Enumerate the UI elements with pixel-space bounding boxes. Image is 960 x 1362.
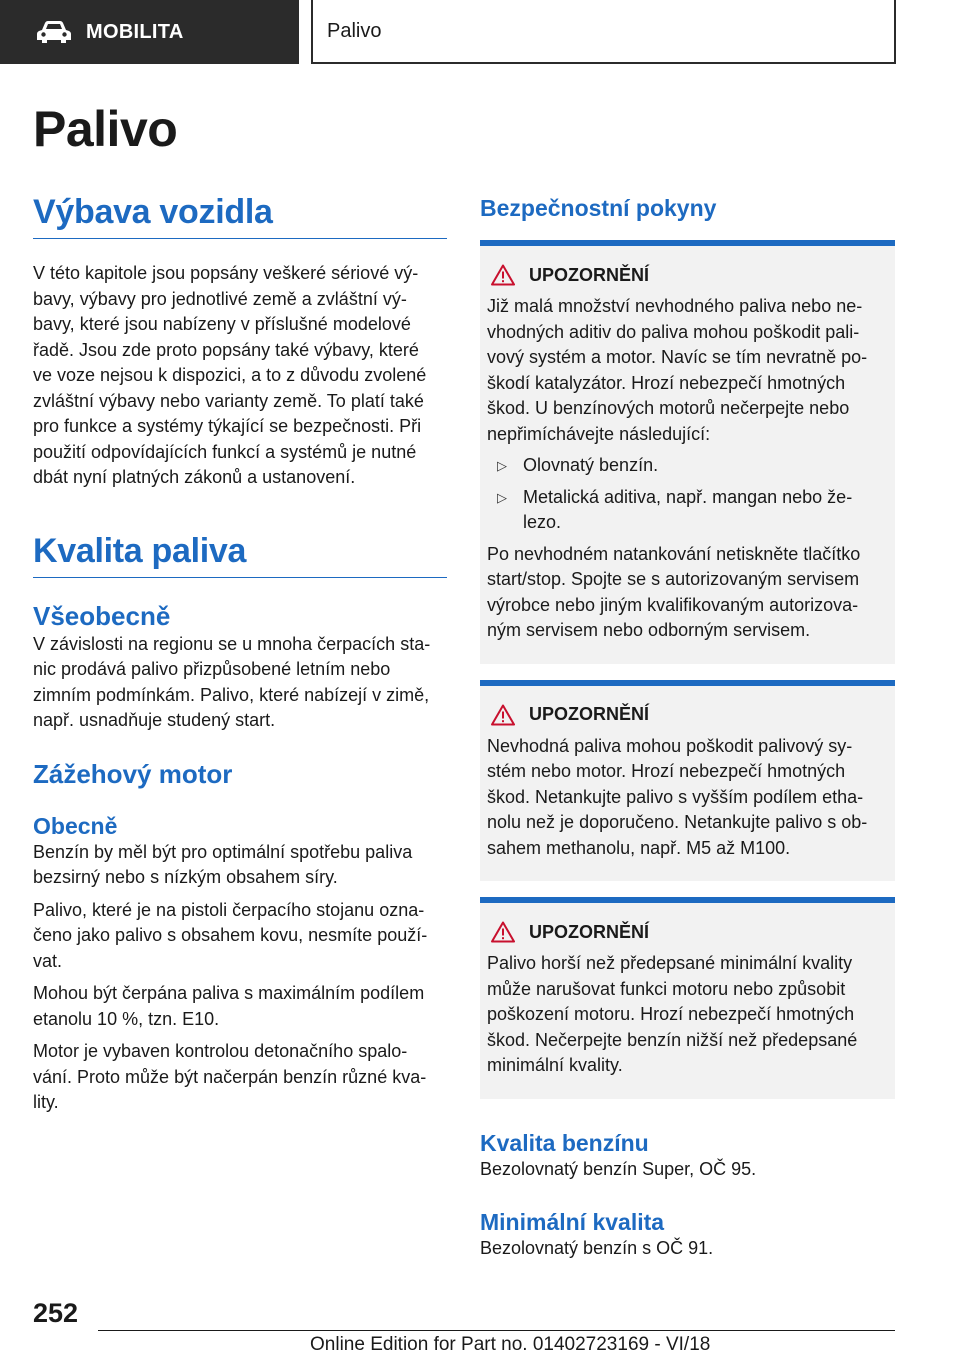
warning-3-paragraph: Palivo horší než předepsané minimální kvality může narušovat funkci motoru nebo způsobit poškození motoru. Hrozí nebezpečí hmotných škod. Nečerpejte benzín nižší než předepsané minimální kvality. [487, 953, 858, 1075]
bullet-triangle-icon: ▷ [497, 489, 507, 505]
page-number: 252 [33, 1298, 79, 1328]
paragraph-minimalni-kvalita: Bezolovnatý benzín s OČ 91. [480, 1238, 714, 1258]
warning-box-3 [480, 897, 895, 1099]
warning-triangle-icon [491, 264, 515, 286]
paragraph-obecne-4: Motor je vybaven kontrolou detonačního spalo- vání. Proto může být načerpán benzín různé kva- lity. [33, 1041, 427, 1112]
heading-vybava-vozidla: Výbava vozidla [33, 190, 447, 239]
warning-label: UPOZORNĚNÍ [529, 704, 650, 724]
paragraph-obecne-1: Benzín by měl být pro optimální spotřebu paliva bezsirný nebo s nízkým obsahem síry. [33, 841, 413, 887]
heading-zazehovy-motor: Zážehový motor [33, 758, 233, 789]
warning-header [487, 921, 887, 943]
page-title: Palivo [33, 101, 178, 157]
heading-kvalita-benzinu: Kvalita benzínu [480, 1129, 649, 1156]
left-column [33, 190, 447, 1116]
paragraph-vybava: V této kapitole jsou popsány veškeré sériové vý- bavy, výbavy pro jednotlivé země a zvláštní vý- bavy, které jsou nabízeny v příslušné modelové řadě. Jsou zde proto popsány také výbavy, které ve voze nejsou k dispozici, a to z důvodu zvolené zvláštní výbavy nebo varianty země. To platí také pro funkce a systémy týkající se bezpečnosti. Při použití odpovídajících funkcí a systémů je nutné dbát nyní platných zákonů a ustanovení. [33, 263, 427, 487]
bullet-triangle-icon: ▷ [497, 458, 507, 473]
heading-bezpecnostni-pokyny: Bezpečnostní pokyny [480, 195, 717, 221]
warning-header [487, 264, 887, 286]
heading-minimalni-kvalita: Minimální kvalita [480, 1209, 665, 1235]
header-section-tab [0, 0, 299, 64]
warning-triangle-icon [491, 921, 515, 943]
chapter-label: Palivo [327, 19, 382, 42]
list-item: ▷ Metalická aditiva, např. mangan nebo že- lezo. [487, 485, 887, 536]
paragraph-kvalita-benzinu: Bezolovnatý benzín Super, OČ 95. [480, 1158, 757, 1179]
heading-kvalita-paliva: Kvalita paliva [33, 529, 447, 578]
paragraph-vseobecne: V závislosti na regionu se u mnoha čerpacích sta- nic prodává palivo přizpůsobené letním nebo zimním podmínkám. Palivo, které nabízejí v zimě, např. usnadňuje studený start. [33, 633, 431, 730]
list-item: ▷ Olovnatý benzín. [487, 453, 887, 479]
warning-label: UPOZORNĚNÍ [529, 264, 650, 285]
section-label: MOBILITA [86, 20, 184, 43]
paragraph-obecne-3: Mohou být čerpána paliva s maximálním podílem etanolu 10 %, tzn. E10. [33, 983, 425, 1029]
warning-header [487, 704, 887, 726]
warning-1-paragraph-2: Po nevhodném natankování netiskněte tlačítko start/stop. Spojte se s autorizovaným servisem výrobce nebo jiným kvalifikovaným autorizova- ným servisem nebo odborným servisem. [487, 543, 861, 640]
footer-divider [98, 1330, 895, 1331]
header-chapter-tab [311, 0, 896, 64]
warning-2-paragraph: Nevhodná paliva mohou poškodit palivový sy- stém nebo motor. Hrozí nebezpečí hmotných škod. Netankujte palivo s vyšším podílem etha- nolu než je doporučeno. Netankujte palivo s ob- sahem methanolu, např. M5 až M100. [487, 735, 868, 858]
heading-vseobecne: Všeobecně [33, 600, 171, 631]
warning-box-1 [480, 240, 895, 664]
paragraph-obecne-2: Palivo, které je na pistoli čerpacího stojanu ozna- čeno jako palivo s obsahem kovu, nesmíte použí- vat. [33, 899, 428, 971]
right-column [480, 190, 895, 1262]
warning-label: UPOZORNĚNÍ [529, 921, 650, 942]
car-icon [36, 20, 72, 44]
warning-triangle-icon [491, 704, 515, 726]
footer-edition: Online Edition for Part no. 01402723169 - VI/18 [310, 1334, 711, 1355]
heading-obecne: Obecně [33, 812, 118, 839]
warning-box-2 [480, 680, 895, 882]
warning-1-paragraph: Již malá množství nevhodného paliva nebo ne- vhodných aditiv do paliva mohou poškodit pali- vový systém a motor. Navíc se tím nevratně po- škodí katalyzátor. Hrozí nebezpečí hmotných škod. U benzínových motorů nečerpejte nebo nepřimíchávejte následující: [487, 296, 868, 444]
